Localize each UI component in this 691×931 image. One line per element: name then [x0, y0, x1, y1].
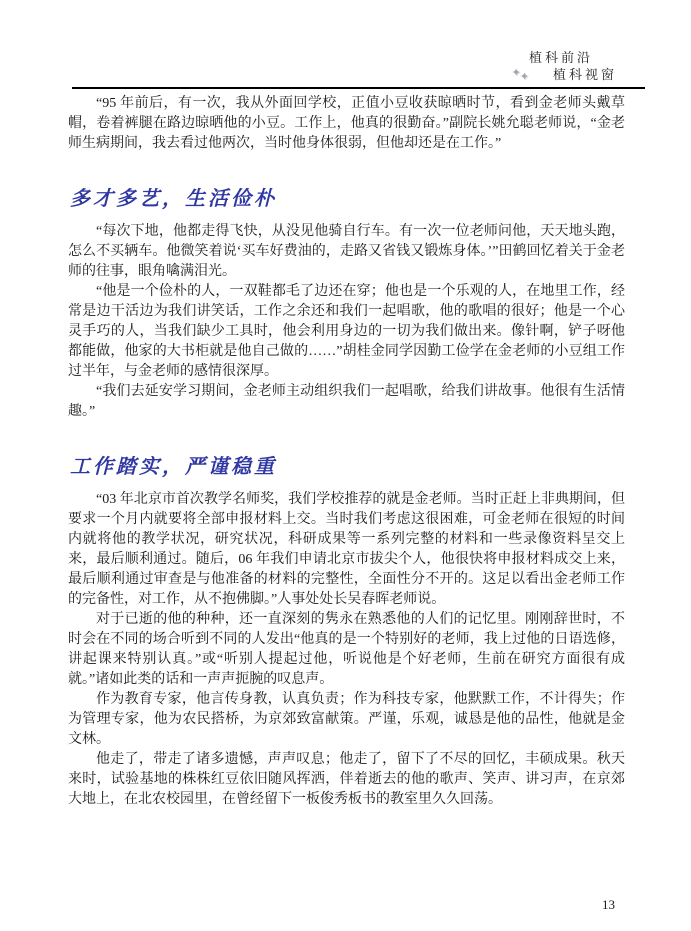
paragraph: “每次下地，他都走得飞快，从没见他骑自行车。有一次一位老师问他，天天地头跑，怎么不买辆车。他微笑着说‘买车好费油的，走路又省钱又锻炼身体。’”田鹤回忆着关于金老师的往事，眼角噙满泪光。: [68, 224, 625, 279]
header-title-line2: [72, 66, 645, 85]
section-title-diligent-rigorous: 工作踏实，严谨稳重: [70, 456, 277, 478]
header-title-line1: 植科前沿: [528, 50, 593, 65]
paragraph-intro: “95 年前后，有一次，我从外面回学校，正值小豆收获晾晒时节，看到金老师头戴草帽，卷着裤腿在路边晾晒他的小豆。工作上，他真的很勤奋。”副院长姚允聪老师说，“金老师生病期间，我去看过他两次，当时他身体很弱，但他却还是在工作。”: [68, 96, 625, 151]
paragraph: “我们去延安学习期间，金老师主动组织我们一起唱歌，给我们讲故事。他很有生活情趣。”: [68, 384, 625, 419]
page-header: [72, 0, 645, 89]
paragraph: “03 年北京市首次教学名师奖，我们学校推荐的就是金老师。当时正赶上非典期间，但要求一个月内就要将全部申报材料上交。当时我们考虑这很困难，可金老师在很短的时间内就将他的教学状况，研究状况，科研成果等一系列完整的材料和一些录像资料呈交上来，最后顺利通过。随后，06 年我们申请北京市拔尖个人，他很快将申报材料成交上来，最后顺利通过审查是与他准备的材料的完整性，全面性分不开的。这足以看出金老师工作的完备性，对工作，从不抱佛脚。”人事处处长吴春晖老师说。: [68, 492, 625, 607]
star-icon: ✦: [519, 71, 529, 83]
article-body: [68, 94, 625, 810]
section-title-versatile-frugal: 多才多艺，生活俭朴: [70, 188, 277, 210]
paragraph: 对于已逝的他的种种，还一直深刻的隽永在熟悉他的人们的记忆里。刚刚辞世时，不时会在不同的场合听到不同的人发出“他真的是一个特别好的老师，我上过他的日语选修，讲起课来特别认真。”或“听别人提起过他，听说他是个好老师，生前在研究方面很有成就。”诸如此类的话和一声声扼腕的叹息声。: [68, 612, 625, 687]
page-number: 13: [602, 897, 615, 912]
paragraph: “他是一个俭朴的人，一双鞋都毛了边还在穿；他也是一个乐观的人，在地里工作，经常是边干活边为我们讲笑话，工作之余还和我们一起唱歌，他的歌唱的很好；他是一个心灵手巧的人，当我们缺少工具时，他会利用身边的一切为我们做出来。像针啊，铲子呀他都能做，他家的大书柜就是他自己做的……”胡桂金同学因勤工俭学在金老师的小豆组工作过半年，与金老师的感情很深厚。: [68, 284, 625, 379]
header-subtitle: 植科视窗: [552, 67, 617, 82]
paragraph: 作为教育专家，他言传身教，认真负责；作为科技专家，他默默工作，不计得失；作为管理专家，他为农民搭桥，为京郊致富献策。严谨，乐观，诚恳是他的品性，他就是金文林。: [68, 692, 625, 747]
paragraph: 他走了，带走了诸多遗憾，声声叹息；他走了，留下了不尽的回忆，丰硕成果。秋天来时，试验基地的株株红豆依旧随风挥洒，伴着逝去的他的歌声、笑声、讲习声，在京郊大地上，在北农校园里，在曾经留下一板俊秀板书的教室里久久回荡。: [68, 752, 625, 807]
star-icon: ✦: [511, 67, 521, 79]
